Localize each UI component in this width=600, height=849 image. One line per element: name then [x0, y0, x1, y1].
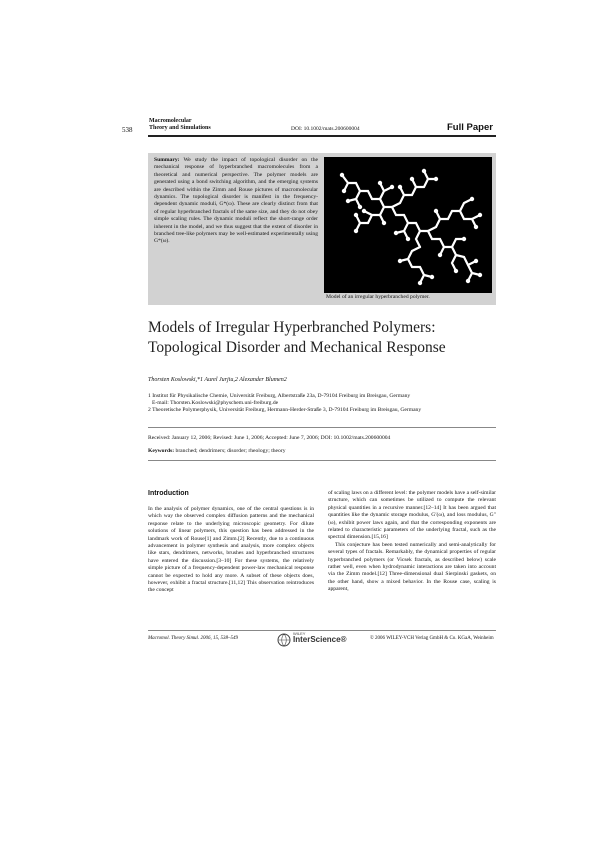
article-type: Full Paper — [447, 122, 493, 133]
affiliation-2: 2 Theoretische Polymerphysik, Universität Freiburg, Hermann-Herder-Straße 3, D-79104 Freiburg im Breisgau, Germany — [148, 407, 422, 413]
dates-line: Received: January 12, 2006; Revised: June 1, 2006; Accepted: June 7, 2006; DOI: 10.1002/mats.200600004 — [148, 435, 391, 441]
summary-body: We study the impact of topological disorder on the mechanical response of hyperbranched macromolecules from a theoretical and numerical perspective. The polymer models are generated using a bond switching algorithm, and the emerging systems are described within the Zimm and Rouse pictures of macromolecular dynamics. The topological disorder is manifest in the frequency-dependent dynamic moduli, G*(ω). These are clearly distinct from that of regular hyperbranched fractals of the same size, and they do not obey simple scaling rules. The dynamic moduli reflect the short-range order inherent in the model, and we thus suggest that the extent of disorder in branched tree-like polymers may be well-estimated experimentally using G*(ω). — [154, 157, 318, 245]
keywords-line — [148, 448, 286, 454]
header-rule — [148, 135, 496, 137]
footer-copyright: © 2006 WILEY-VCH Verlag GmbH & Co. KGaA, Weinheim — [370, 636, 494, 641]
journal-name-line2: Theory and Simulations — [149, 125, 211, 131]
article-title — [148, 318, 508, 358]
summary-text — [154, 157, 318, 246]
section-heading-introduction: Introduction — [148, 490, 189, 497]
paragraph: of scaling laws on a different level: the polymer models have a self-similar structure, which can sometimes be utilized to compute the relevant physical quantities in a recursive manner.[12–14] It has been argued that quantities like the dynamic storage modulus, G′(ω), and loss modulus, G″(ω), exhibit power laws again, and that the corresponding exponents are related to characteristic parameters of the underlying fractal, such as the spectral dimension.[15,16] — [328, 490, 496, 541]
body-column-left — [148, 506, 314, 595]
article-title-line1: Models of Irregular Hyperbranched Polymers: — [148, 319, 436, 336]
dates-rule — [148, 427, 496, 428]
logo-interscience: InterScience® — [293, 635, 347, 644]
interscience-logo — [276, 630, 366, 653]
affiliation-email: E-mail: Thorsten.Koslowski@physchem.uni-freiburg.de — [152, 400, 279, 406]
logo-wiley: WILEY — [293, 631, 306, 636]
body-column-right — [328, 490, 496, 594]
hyperbranched-polymer-image — [324, 157, 492, 293]
paragraph: This conjecture has been tested numerically and semi-analytically for several types of fractals. Remarkably, the dynamical properties of regular hyperbranched polymers (or Vicsek fractals, as described below) scale rather well, even when hydrodynamic interactions are taken into account via the Zimm model.[12] Three-dimensional dual Sierpinski gaskets, on the other hand, show a mixed behavior. In the Rouse case, scaling is apparent, — [328, 541, 496, 593]
figure-caption: Model of an irregular hyperbranched polymer. — [326, 294, 430, 300]
keywords-rule — [148, 460, 496, 461]
footer-citation: Macromol. Theory Simul. 2006, 15, 538–549 — [148, 636, 238, 641]
journal-name — [149, 118, 211, 132]
summary-label: Summary: — [154, 157, 180, 163]
journal-name-line1: Macromolecular — [149, 118, 192, 124]
header-doi: DOI: 10.1002/mats.200600004 — [291, 126, 360, 132]
paragraph: In the analysis of polymer dynamics, one of the central questions is in which way the observed complex diffusion patterns and the mechanical response relate to the underlying microscopic geometry. For dilute solutions of linear polymers, this question has been addressed in the landmark work of Rouse[1] and Zimm.[2] Recently, due to a continuous advancement in polymer synthesis and analysis, more complex objects like stars, dendrimers, networks, brushes and hyperbranched structures have entered the discussion.[3–10] For these systems, the relatively simple picture of a frequency-dependent power-law mechanical response cannot be expected to hold any more. A subset of these objects does, however, exhibit a fractal structure.[11,12] This observation reintroduces the concept — [148, 506, 314, 594]
page-number: 538 — [122, 126, 133, 134]
keywords-list: branched; dendrimers; disorder; rheology; theory — [175, 448, 286, 454]
polymer-figure — [324, 157, 492, 293]
article-title-line2: Topological Disorder and Mechanical Response — [148, 339, 446, 356]
keywords-label: Keywords: — [148, 448, 175, 454]
affiliation-1: 1 Institut für Physikalische Chemie, Universität Freiburg, Albertstraße 23a, D-79104 Freiburg im Breisgau, Germany — [148, 393, 411, 399]
authors: Thorsten Koslowski,*1 Aurel Jurjiu,2 Alexander Blumen2 — [148, 377, 287, 383]
